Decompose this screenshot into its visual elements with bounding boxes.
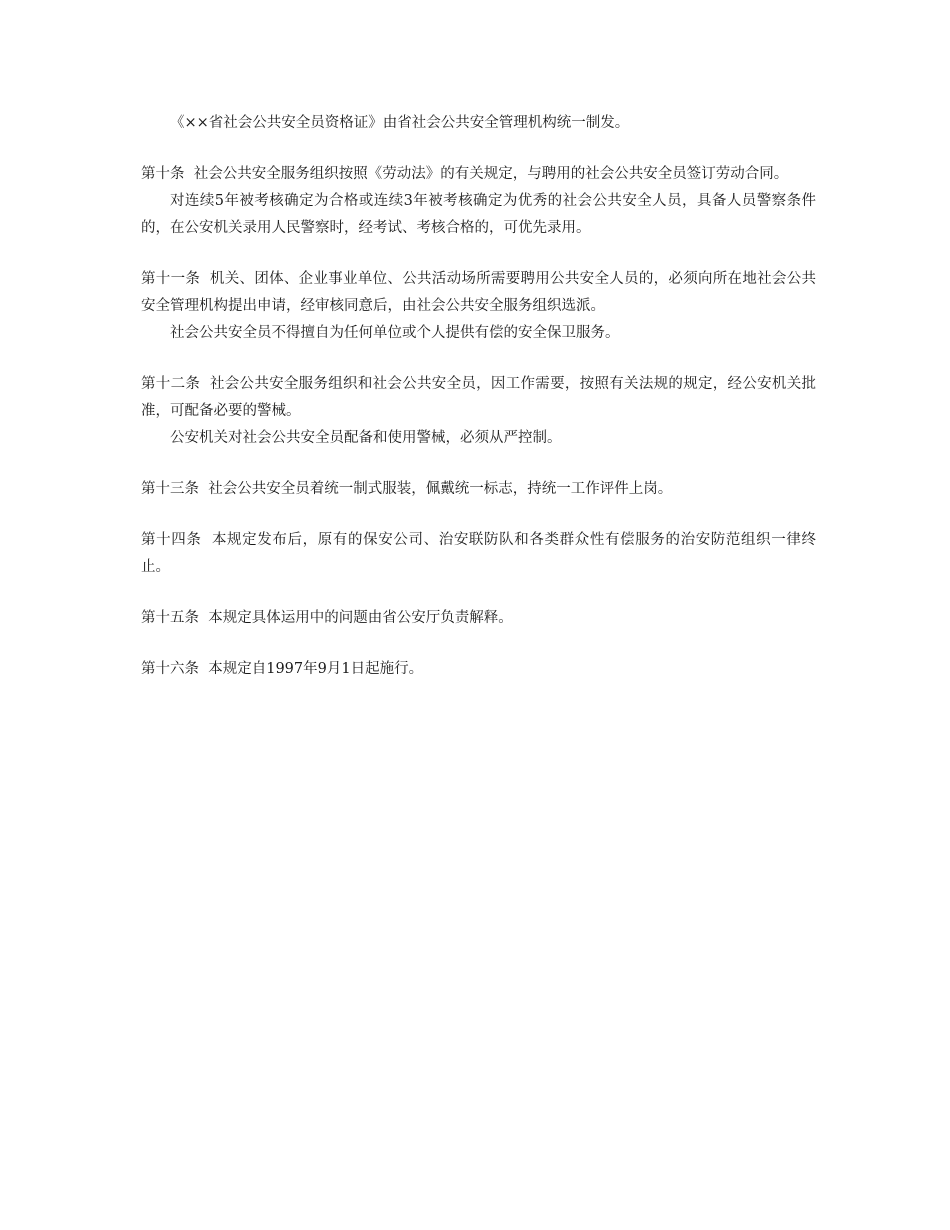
paragraph-text: 《××省社会公共安全员资格证》由省社会公共安全管理机构统一制发。	[170, 115, 630, 131]
article-paragraph	[141, 476, 816, 503]
document-body	[141, 110, 816, 683]
article-separator	[201, 532, 211, 548]
paragraph-spacer	[141, 452, 816, 476]
article-separator	[199, 661, 208, 677]
article-paragraph	[141, 527, 816, 581]
body-paragraph	[141, 188, 816, 242]
body-paragraph	[141, 425, 816, 452]
article-paragraph	[141, 266, 816, 320]
body-paragraph	[141, 110, 816, 137]
article-number: 第十四条	[141, 532, 202, 548]
article-separator	[185, 166, 194, 182]
paragraph-spacer	[141, 137, 816, 161]
article-paragraph	[141, 161, 816, 188]
article-number: 第十六条	[141, 661, 199, 677]
paragraph-spacer	[141, 581, 816, 605]
paragraph-spacer	[141, 503, 816, 527]
article-separator	[200, 376, 210, 392]
paragraph-text: 社会公共安全员着统一制式服装，佩戴统一标志，持统一工作评件上岗。	[208, 481, 673, 497]
paragraph-text: 社会公共安全服务组织和社会公共安全员，因工作需要，按照有关法规的规定，经公安机关批准，可配备必要的警械。	[141, 376, 816, 419]
paragraph-text: 本规定自1997年9月1日起施行。	[208, 661, 424, 677]
article-paragraph	[141, 371, 816, 425]
article-number: 第十条	[141, 166, 185, 182]
article-number: 第十五条	[141, 610, 199, 626]
paragraph-text: 公安机关对社会公共安全员配备和使用警械，必须从严控制。	[170, 430, 562, 446]
article-separator	[199, 610, 208, 626]
article-number: 第十三条	[141, 481, 199, 497]
paragraph-spacer	[141, 242, 816, 266]
article-separator	[200, 271, 210, 287]
body-paragraph	[141, 320, 816, 347]
paragraph-text: 机关、团体、企业事业单位、公共活动场所需要聘用公共安全人员的，必须向所在地社会公共安全管理机构提出申请，经审核同意后，由社会公共安全服务组织选派。	[141, 271, 816, 314]
article-number: 第十二条	[141, 376, 201, 392]
paragraph-spacer	[141, 347, 816, 371]
paragraph-text: 社会公共安全服务组织按照《劳动法》的有关规定，与聘用的社会公共安全员签订劳动合同。	[193, 166, 789, 182]
article-paragraph	[141, 605, 816, 632]
paragraph-text: 本规定具体运用中的问题由省公安厅负责解释。	[208, 610, 513, 626]
paragraph-spacer	[141, 632, 816, 656]
paragraph-text: 对连续5年被考核确定为合格或连续3年被考核确定为优秀的社会公共安全人员，具备人员警察条件的，在公安机关录用人民警察时，经考试、考核合格的，可优先录用。	[141, 193, 816, 236]
paragraph-text: 本规定发布后，原有的保安公司、治安联防队和各类群众性有偿服务的治安防范组织一律终止。	[141, 532, 817, 575]
paragraph-text: 社会公共安全员不得擅自为任何单位或个人提供有偿的安全保卫服务。	[170, 325, 620, 341]
article-number: 第十一条	[141, 271, 201, 287]
article-separator	[199, 481, 208, 497]
article-paragraph	[141, 656, 816, 683]
